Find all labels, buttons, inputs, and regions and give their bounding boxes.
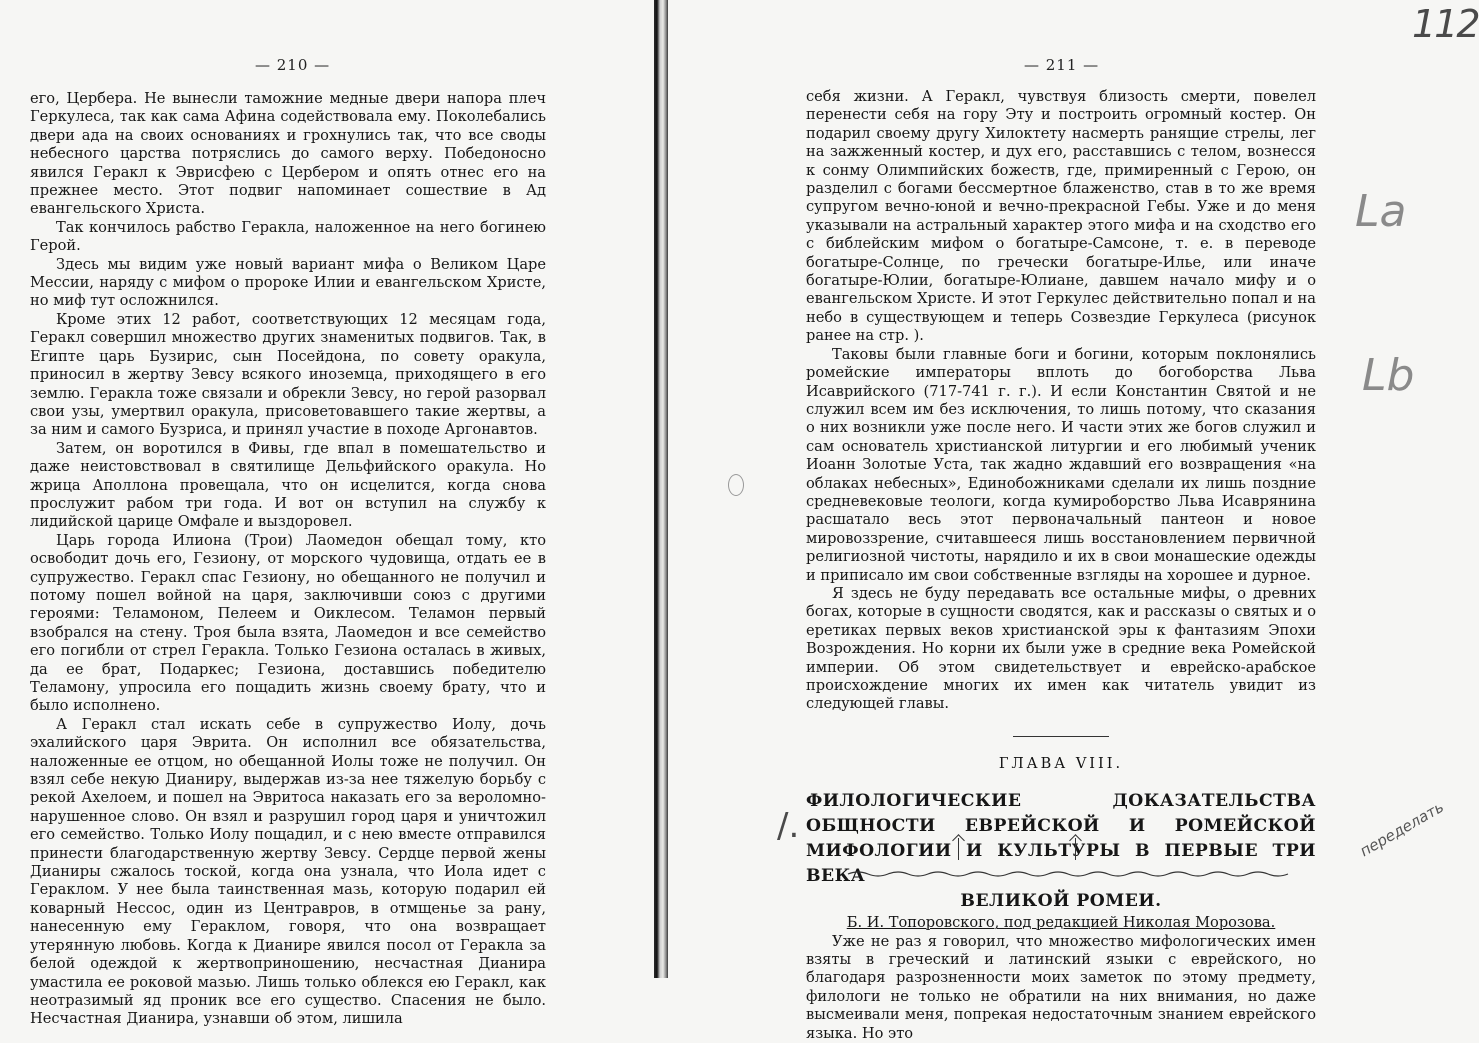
right-text-column: [806, 88, 1316, 1043]
author-line: Б. И. Топоровского, под редакцией Николая Морозова.: [846, 914, 1276, 932]
chapter-title-main: ФИЛОЛОГИЧЕСКИЕ ДОКАЗАТЕЛЬСТВА ОБЩНОСТИ ЕВРЕЙСКОЙ И РОМЕЙСКОЙ МИФОЛОГИИ И КУЛЬТУРЫ В ПЕРВЫЕ ТРИ ВЕКА: [806, 791, 1316, 887]
right-page-number: — 211 —: [1024, 56, 1100, 74]
handwritten-arrow-icon: [958, 838, 959, 860]
left-paragraph: Кроме этих 12 работ, соответствующих 12 месяцам года, Геракл совершил множество других знаменитых подвигов. Так, в Египте царь Бузирис, сын Посейдона, по совету оракула, приносил в жертву Зевсу всякого иноземца, приходящего в его землю. Геракла тоже связали и обрекли Зевсу, но герой разорвал свои узы, умертвил оракула, присоветовавшего такие жертвы, а за ним и самого Бузриса, и принял участие в походе Аргонавтов.: [30, 310, 546, 439]
handwritten-margin-slash: /.: [777, 806, 800, 846]
left-paragraph: Так кончилось рабство Геракла, наложенное на него богинею Герой.: [30, 218, 546, 255]
handwritten-arrow-icon: [1075, 838, 1076, 860]
chapter-number: ГЛАВА VIII.: [998, 755, 1124, 772]
right-paragraph: Таковы были главные боги и богини, которым поклонялись ромейские императоры вплоть до богоборства Льва Исаврийского (717-741 г. г.). И если Константин Святой и не служил всем им без исключения, то лишь потому, что сказания о них возникли уже после него. И части этих же богов служил и сам основатель христианской литургии и его любимый ученик Иоанн Золотые Уста, так жадно ждавший его возвращения «на облаках небесных», Единобожниками сделали их лишь поздние средневековые теологи, когда кумироборство Льва Исаврянина расшатало весь этот первоначальный пантеон и новое мировоззрение, считавшееся лишь восстановлением первичной религиозной чистоты, нарядило и их в свои монашеские одежды и приписало им свои собственные взгляды на хорошее и дурное.: [806, 345, 1316, 584]
handwritten-mark-lb: Lb: [1362, 350, 1415, 401]
left-page: [0, 0, 654, 1028]
squiggle-path: [848, 872, 1288, 876]
handwritten-page-number: 112: [1412, 2, 1479, 46]
right-page: [668, 0, 1479, 1042]
right-paragraph: Я здесь не буду передавать все остальные мифы, о древних богах, которые в сущности сводятся, как и рассказы о святых и о еретиках первых веков христианской эры к фантазиям Эпохи Возрождения. Но корни их были уже в средние века Ромейской империи. Об этом свидетельствует и еврейско-арабское происхождение многих их имен как читатель увидит из следующей главы.: [806, 584, 1316, 713]
book-gutter: [654, 0, 668, 978]
chapter-opening-text: Уже не раз я говорил, что множество мифологических имен взяты в греческий и латинский языки с еврейского, но благодаря разрозненности моих заметок по этому предмету, филологи не только не обратили на них внимания, но даже высмеивали меня, попрекая недостаточным знанием еврейского языка. Но это: [806, 932, 1316, 1042]
chapter-title-last: ВЕЛИКОЙ РОМЕИ.: [960, 891, 1162, 912]
left-text-column: [30, 90, 546, 1029]
left-paragraph: Затем, он воротился в Фивы, где впал в помешательство и даже неистовствовал в святилище Дельфийского оракула. Но жрица Аполлона провещала, что он исцелится, когда снова прослужит рабом три года. И вот он вступил на службу к лидийской царице Омфале и выздоровел.: [30, 439, 546, 531]
handwritten-underline-squiggle: [848, 870, 1288, 878]
left-paragraph: Здесь мы видим уже новый вариант мифа о Великом Царе Мессии, наряду с мифом о пророке Илии и евангельском Христе, но миф тут осложнился.: [30, 255, 546, 310]
handwritten-mark-la: La: [1355, 186, 1407, 237]
left-paragraph: А Геракл стал искать себе в супружество Иолу, дочь эхалийского царя Эврита. Он исполнил все обязательства, наложенные ее отцом, но обещанной Иолы тоже не получил. Он взял себе некую Дианиру, выдержав из-за нее тяжелую борьбу с рекой Ахелоем, и пошел на Эвритоса наказать его за вероломно-нарушенное слово. Он взял и разрушил город царя и уничтожил его семейство. Только Иолу пощадил, и с нею вместе отправился принести благодарственную жертву Зевсу. Сердце первой жены Дианиры сжалось тоской, когда она узнала, что Иола идет с Гераклом. У нее была таинственная мазь, которую подарил ей коварный Нессос, один из Центравров, в отмщенье за рану, нанесенную ему Гераклом, говоря, что она возвращает утерянную любовь. Когда к Дианире явился посол от Геракла за белой одеждой к жертвоприношению, несчастная Дианира умастила ее роковой мазью. Лишь только облекся ею Геракл, как неотразимый яд проник все его существо. Спасения не было. Несчастная Дианира, узнавши об этом, лишила: [30, 715, 546, 1028]
left-page-number: — 210 —: [255, 56, 331, 74]
left-paragraph: Царь города Илиона (Трои) Лаомедон обещал тому, кто освободит дочь его, Гезиону, от морского чудовища, отдать ее в супружество. Геракл спас Гезиону, но обещанного не получил и потому пошел войной на царя, заключивши союз с другими героями: Теламоном, Пелеем и Оиклесом. Теламон первый взобрался на стену. Троя была взята, Лаомедон и все семейство его погибли от стрел Геракла. Только Гезиона осталась в живых, да ее брат, Подаркес; Гезиона, доставшись победителю Теламону, упросила его пощадить жизнь своему брату, что и было исполнено.: [30, 531, 546, 715]
right-continuation: себя жизни. А Геракл, чувствуя близость смерти, повелел перенести себя на гору Эту и построить огромный костер. Он подарил своему другу Хилоктету насмерть ранящие стрелы, лег на зажженный костер, и дух его, расставшись с телом, вознесся к сонму Олимпийских божеств, где, примиренный с Герою, он разделил с богами бессмертное блаженство, став в то же время супругом вечно-юной и вечно-прекрасной Гебы. Уже и до меня указывали на астральный характер этого мифа и на сходство его с библейским мифом о богатыре-Самсоне, т. е. в переводе богатыре-Солнце, по гречески богатыре-Илье, или иначе богатыре-Юлии, богатыре-Юлиане, давшем начало мифу и о евангельском Христе. И этот Геркулес действительно попал и на небо в существующем и теперь Созвездие Геркулеса (рисунок ранее на стр. ).: [806, 88, 1316, 345]
left-paragraph: его, Цербера. Не вынесли таможние медные двери напора плеч Геркулеса, так как сама Афина содействовала ему. Поколебались двери ада на своих основаниях и грохнулись так, что все своды небесного царства потряслись до самого верху. Победоносно явился Геракл к Эврисфею с Цербером и опять отнес его на прежнее место. Этот подвиг напоминает сошествие в Ад евангельского Христа.: [30, 90, 546, 218]
chapter-title: [806, 789, 1316, 914]
handwritten-side-note: переделать: [1356, 797, 1447, 861]
section-divider: [1013, 736, 1109, 737]
